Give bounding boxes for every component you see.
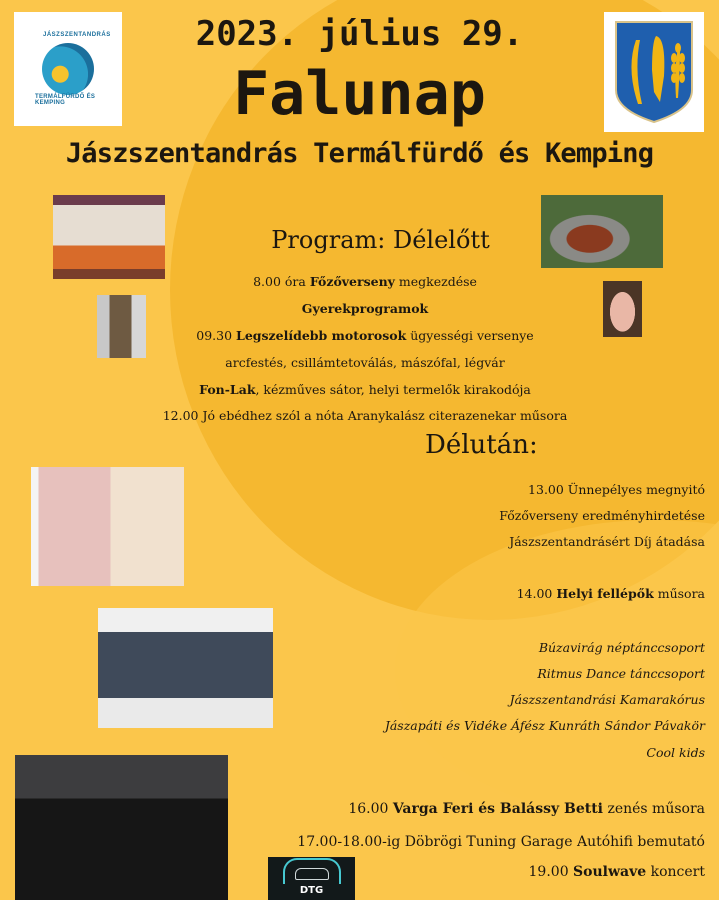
logo-bottom-text: TERMÁLFÜRDŐ ÉS KEMPING [35,94,96,106]
performer-name: Jászszentandrási Kamarakórus [509,692,705,707]
morning-item: Fon-Lak, kézműves sátor, helyi termelők kirakodója [199,382,531,397]
event-venue: Jászszentandrás Termálfürdő és Kemping [65,138,654,169]
afternoon-item: 13.00 Ünnepélyes megnyitó [528,482,705,497]
morning-item: 8.00 óra Főzőverseny megkezdése [253,274,477,289]
morning-item: 09.30 Legszelídebb motorosok ügyességi versenye [196,328,534,343]
morning-item: 12.00 Jó ebédhez szól a nóta Aranykalász citerazenekar műsora [162,408,568,423]
evening-item: 16.00 Varga Feri és Balássy Betti zenés műsora [348,801,705,817]
performer-name: Búzavirág néptánccsoport [538,640,705,655]
morning-program-title: Program: Délelőtt [271,226,490,254]
car-garage-icon [283,858,341,884]
afternoon-item: Főzőverseny eredményhirdetése [499,508,705,523]
event-date: 2023. július 29. [195,14,524,54]
afternoon-program-title: Délután: [425,430,538,460]
performer-name: Ritmus Dance tánccsoport [537,666,705,681]
soulwave-band-photo [15,755,228,900]
evening-item: 17.00-18.00-ig Döbrögi Tuning Garage Autóhifi bemutató [297,834,705,850]
afternoon-item: Jászszentandrásért Díj átadása [509,534,705,549]
morning-item: arcfestés, csillámtetoválás, mászófal, légvár [225,355,505,370]
singer-duo-photo [31,467,184,586]
dtg-logo-text: DTG [299,885,324,896]
dance-group-photo [98,608,273,728]
performer-name: Jászapáti és Vidéke Áfész Kunráth Sándor Pávakör [384,718,705,733]
performer-name: Cool kids [646,745,705,760]
event-title: Falunap [233,59,486,129]
dtg-logo [268,857,355,900]
evening-item: 19.00 Soulwave koncert [528,864,705,880]
morning-item: Gyerekprogramok [301,301,429,316]
afternoon-item: 14.00 Helyi fellépők műsora [516,586,705,601]
logo-top-text: JÁSZSZENTANDRÁS [43,32,111,38]
